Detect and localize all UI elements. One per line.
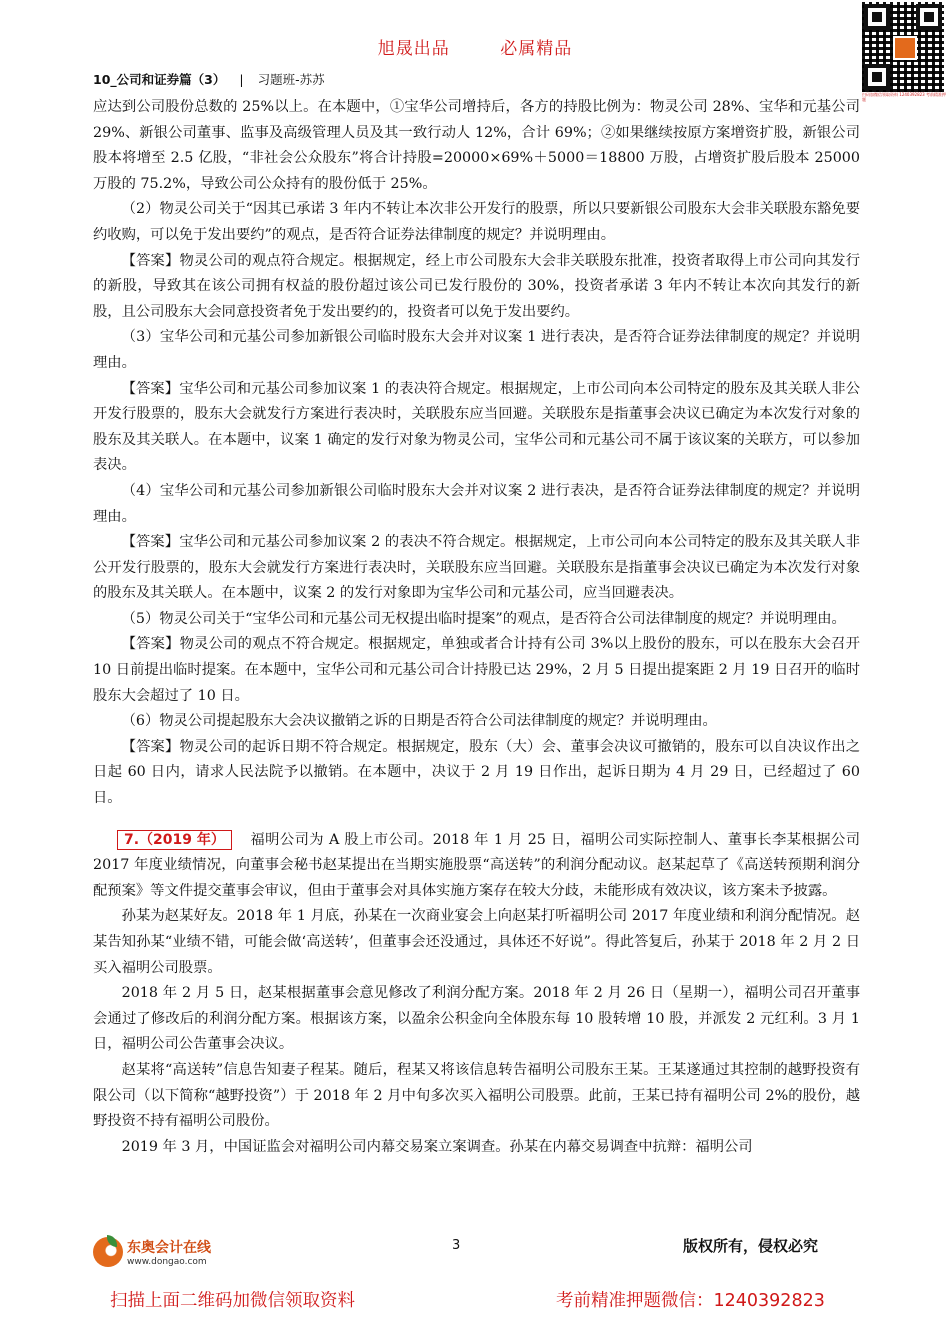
copyright-notice: 版权所有，侵权必究 bbox=[683, 1237, 819, 1255]
answer: 【答案】宝华公司和元基公司参加议案 2 的表决不符合规定。根据规定，上市公司向本公司特定的股东及其关联人非公开发行股票的，股东大会就发行方案进行表决时，关联股东应当回避。关联股东是指董事会决议已确定为本次发行对象的股东及其关联人。在本题中，议案 2 的发行对象即为宝华公司和元基公司，应当回避表决。 bbox=[93, 534, 860, 602]
document-body bbox=[93, 95, 860, 1160]
paragraph: 应达到公司股份总数的 25%以上。在本题中，①宝华公司增持后，各方的持股比例为：物灵公司 28%、宝华和元基公司 29%、新银公司董事、监事及高级管理人员及其一致行动人 12%，合计 69%；②如果继续按原方案增资扩股，新银公司股本将增至 2.5 亿股，“非社会公众股东”将合计持股=20000×69%＋5000＝18800 万股，占增资扩股后股本 25000 万股的 75.2%，导致公司公众持有的股份低于 25%。 bbox=[93, 99, 860, 192]
qr-code-image bbox=[862, 2, 944, 92]
bottom-left-note: 扫描上面二维码加微信领取资料 bbox=[110, 1291, 355, 1311]
case-paragraph: 2019 年 3 月，中国证监会对福明公司内幕交易案立案调查。孙某在内幕交易调查中抗辩：福明公司 bbox=[121, 1138, 753, 1155]
header-title: 10_公司和证券篇（3） bbox=[93, 72, 226, 87]
question: （2）物灵公司关于“因其已承诺 3 年内不转让本次非公开发行的股票，所以只要新银公司股东大会非关联股东豁免要约收购，可以免于发出要约”的观点，是否符合证券法律制度的规定？并说明理由。 bbox=[93, 201, 860, 243]
logo-url: www.dongao.com bbox=[127, 1257, 207, 1267]
banner-left: 旭晟出品 bbox=[377, 39, 450, 59]
answer: 【答案】宝华公司和元基公司参加议案 1 的表决符合规定。根据规定，上市公司向本公司特定的股东及其关联人非公开发行股票的，股东大会就发行方案进行表决时，关联股东应当回避。关联股东是指董事会决议已确定为本次发行对象的股东及其关联人。在本题中，议案 1 确定的发行对象为物灵公司，宝华公司和元基公司不属于该议案的关联方，可以参加表决。 bbox=[93, 380, 860, 474]
page-header bbox=[93, 70, 325, 88]
question-7-text: 福明公司为 A 股上市公司。2018 年 1 月 25 日，福明公司实际控制人、董事长李某根据公司 2017 年度业绩情况，向董事会秘书赵某提出在当期实施股票“高送转”的利润分配动议。赵某起草了《高送转预期利润分配预案》等文件提交董事会审议，但由于董事会对具体实施方案存在较大分歧，未能形成有效决议，该方案未予披露。 bbox=[93, 831, 860, 899]
page-number: 3 bbox=[452, 1238, 461, 1253]
qr-logo-icon bbox=[893, 36, 917, 60]
question: （4）宝华公司和元基公司参加新银公司临时股东大会并对议案 2 进行表决，是否符合证券法律制度的规定？并说明理由。 bbox=[93, 482, 860, 525]
question-7-intro bbox=[93, 828, 860, 905]
dongao-logo-icon bbox=[93, 1237, 123, 1267]
qr-note: 扫码加微信领取资料 1240392823 考前精准押题 bbox=[862, 92, 946, 102]
banner-right: 必属精品 bbox=[500, 39, 573, 59]
answer: 【答案】物灵公司的观点符合规定。根据规定，经上市公司股东大会非关联股东批准，投资者取得上市公司向其发行的新股，导致其在该公司拥有权益的股份超过该公司已发行股份的 30%，投资者承诺 3 年内不转让本次向其发行的新股，且公司股东大会同意投资者免于发出要约的，投资者可以免于发出要约。 bbox=[93, 252, 860, 320]
case-paragraph: 赵某将“高送转”信息告知妻子程某。随后，程某又将该信息转告福明公司股东王某。王某遂通过其控制的越野投资有限公司（以下简称“越野投资”）于 2018 年 2 月中旬多次买入福明公司股票。此前，王某已持有福明公司 2%的股份，越野投资不持有福明公司股份。 bbox=[93, 1061, 860, 1130]
logo-name: 东奥会计在线 bbox=[127, 1240, 211, 1256]
bottom-right-note: 考前精准押题微信：1240392823 bbox=[556, 1291, 825, 1311]
question: （3）宝华公司和元基公司参加新银公司临时股东大会并对议案 1 进行表决，是否符合证券法律制度的规定？并说明理由。 bbox=[93, 329, 860, 371]
top-banner bbox=[0, 34, 950, 59]
question: （6）物灵公司提起股东大会决议撤销之诉的日期是否符合公司法律制度的规定？并说明理由。 bbox=[121, 713, 717, 730]
answer: 【答案】物灵公司的起诉日期不符合规定。根据规定，股东（大）会、董事会决议可撤销的，股东可以自决议作出之日起 60 日内，请求人民法院予以撤销。在本题中，决议于 2 月 19 日作出，起诉日期为 4 月 29 日，已经超过了 60 日。 bbox=[93, 738, 860, 807]
answer: 【答案】物灵公司的观点不符合规定。根据规定，单独或者合计持有公司 3%以上股份的股东，可以在股东大会召开 10 日前提出临时提案。在本题中，宝华公司和元基公司合计持股已达 29%，2 月 5 日提出提案距 2 月 19 日召开的临时股东大会超过了 10 日。 bbox=[93, 636, 860, 704]
case-paragraph: 孙某为赵某好友。2018 年 1 月底，孙某在一次商业宴会上向赵某打听福明公司 2017 年度业绩和利润分配情况。赵某告知孙某“业绩不错，可能会做‘高送转’，但董事会还没通过，具体还不好说”。得此答复后，孙某于 2018 年 2 月 2 日买入福明公司股票。 bbox=[93, 908, 860, 976]
case-paragraph: 2018 年 2 月 5 日，赵某根据董事会意见修改了利润分配方案。2018 年 2 月 26 日（星期一），福明公司召开董事会通过了修改后的利润分配方案。根据该方案，以盈余公积金向全体股东每 10 股转增 10 股，并派发 2 元红利。3 月 1 日，福明公司公告董事会决议。 bbox=[93, 985, 860, 1053]
dongao-logo bbox=[93, 1235, 233, 1275]
question-7-tag: 7.（2019 年） bbox=[117, 830, 232, 850]
question: （5）物灵公司关于“宝华公司和元基公司无权提出临时提案”的观点，是否符合公司法律制度的规定？并说明理由。 bbox=[121, 610, 846, 627]
header-subtitle: 习题班-苏苏 bbox=[257, 72, 325, 87]
header-separator: | bbox=[239, 72, 244, 87]
